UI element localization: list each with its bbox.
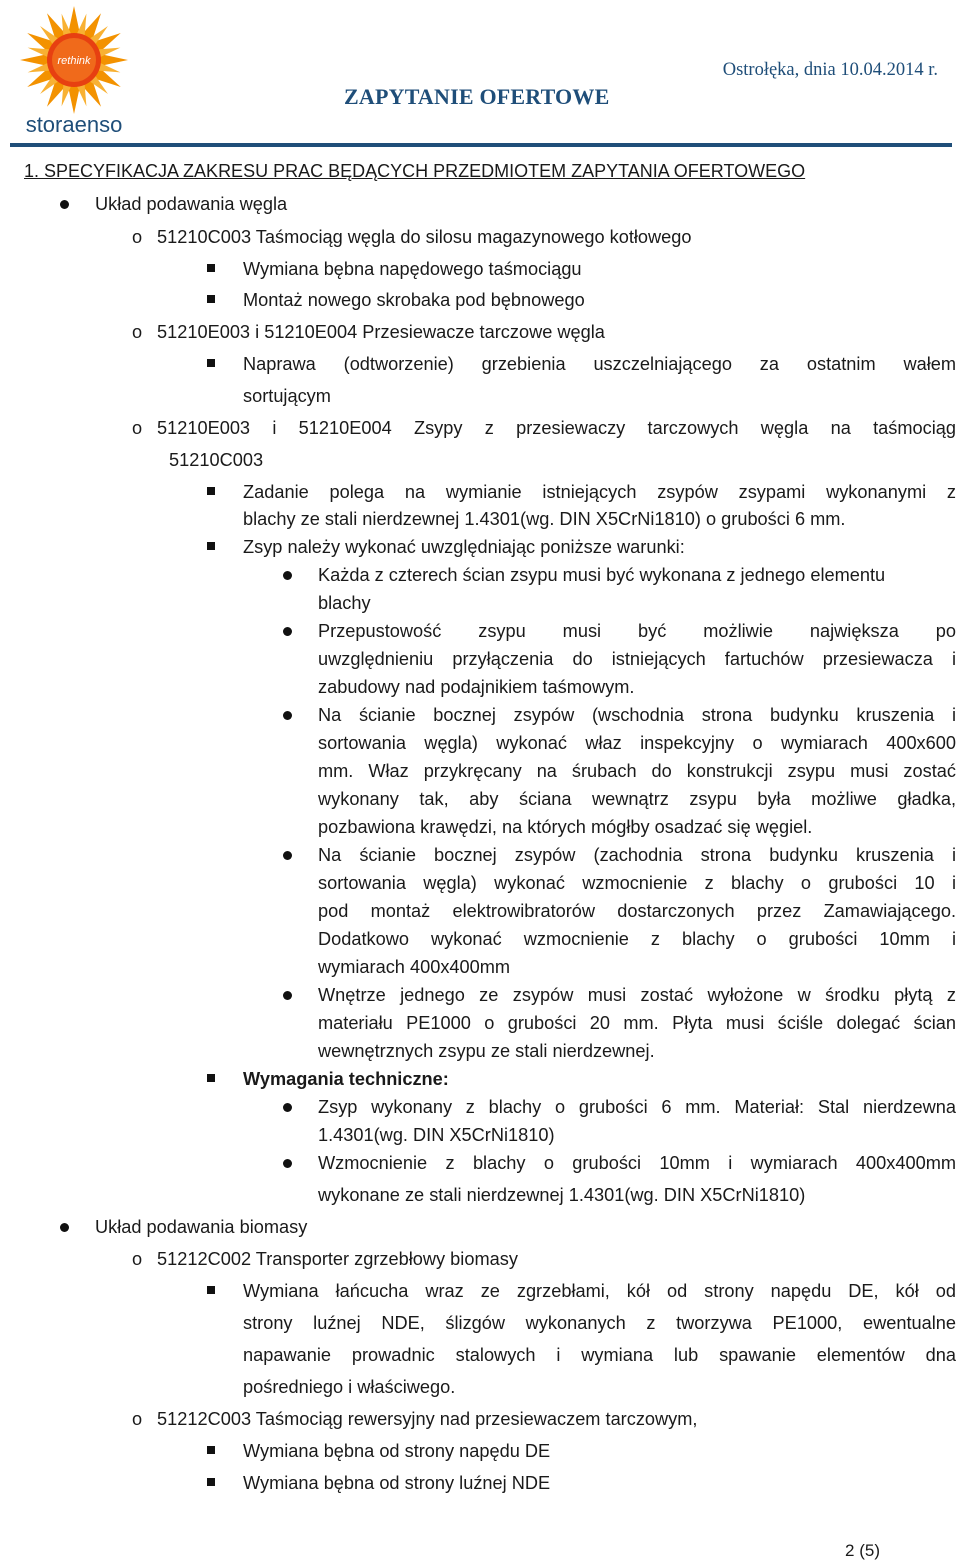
list-item — [0, 757, 960, 785]
bullet-square-icon — [207, 487, 215, 495]
list-item — [0, 589, 960, 617]
list-item — [0, 1093, 960, 1121]
list-item — [0, 1149, 960, 1181]
list-item-text: Wzmocnienie z blachy o grubości 10mm i wymiarach 400x400mm — [318, 1153, 956, 1173]
bullet-dot-icon — [283, 711, 292, 720]
list-item-text: Zsyp należy wykonać uwzględniając poniższe warunki: — [243, 537, 685, 557]
list-item-text: 1.4301(wg. DIN X5CrNi1810) — [318, 1125, 555, 1145]
list-item-text: Naprawa (odtworzenie) grzebienia uszczelniającego za ostatnim wałem — [243, 354, 956, 374]
list-item-text: Wymiana bębna napędowego taśmociągu — [243, 259, 582, 279]
bullet-circle-icon: o — [132, 227, 143, 247]
list-item-text: 51212C002 Transporter zgrzebłowy biomasy — [157, 1249, 518, 1269]
list-item — [0, 897, 960, 925]
list-item — [0, 813, 960, 841]
list-item-text: Na ścianie bocznej zsypów (zachodnia strona budynku kruszenia i — [318, 845, 956, 865]
list-item-text: Każda z czterech ścian zsypu musi być wykonana z jednego elementu — [318, 565, 886, 585]
list-item — [0, 645, 960, 673]
list-item-text: strony luźnej NDE, ślizgów wykonanych z tworzywa PE1000, ewentualne — [243, 1313, 956, 1333]
list-item-text: sortującym — [243, 386, 331, 406]
list-item — [0, 190, 960, 223]
bullet-square-icon — [207, 1446, 215, 1454]
list-item-text: mm. Właz przykręcany na śrubach do konstrukcji zsypu musi zostać — [318, 761, 956, 781]
document-date: Ostrołęka, dnia 10.04.2014 r. — [722, 60, 938, 80]
list-item — [0, 533, 960, 561]
list-item — [0, 1277, 960, 1309]
list-item — [0, 701, 960, 729]
list-item-text: 51210E003 i 51210E004 Przesiewacze tarczowe węgla — [157, 322, 605, 342]
bullet-dot-icon — [283, 851, 292, 860]
list-item-text: 51210E003 i 51210E004 Zsypy z przesiewaczy tarczowych węgla na taśmociąg — [157, 418, 956, 438]
list-item-text: wykonany tak, aby ściana wewnątrz zsypu była możliwe gładka, — [318, 789, 956, 809]
list-item-text: Układ podawania biomasy — [95, 1217, 308, 1237]
list-item — [0, 729, 960, 757]
document-body — [0, 190, 960, 1501]
bullet-dot-icon — [283, 1159, 292, 1168]
list-item — [0, 255, 960, 286]
list-item-text: pod montaż elektrowibratorów dostarczonych przez Zamawiającego. — [318, 901, 956, 921]
list-item-text: blachy ze stali nierdzewnej 1.4301(wg. DIN X5CrNi1810) o grubości 6 mm. — [243, 509, 846, 529]
list-item — [0, 1245, 960, 1277]
list-item-text: sortowania węgla) wykonać właz inspekcyjny o wymiarach 400x600 — [318, 733, 956, 753]
bullet-square-icon — [207, 1286, 215, 1294]
list-item — [0, 1341, 960, 1373]
list-item — [0, 925, 960, 953]
list-item — [0, 1437, 960, 1469]
document-title: ZAPYTANIE OFERTOWE — [344, 84, 610, 109]
header-divider — [10, 143, 952, 147]
list-item — [0, 673, 960, 701]
list-item — [0, 350, 960, 382]
list-item — [0, 1065, 960, 1093]
list-item-text: blachy — [318, 593, 371, 613]
list-item-text: pozbawiona krawędzi, na których mógłby osadzać się węgiel. — [318, 817, 813, 837]
list-item — [0, 785, 960, 813]
logo-tagline: rethink — [57, 55, 91, 67]
bullet-square-icon — [207, 1074, 215, 1082]
bullet-circle-icon: o — [132, 1409, 143, 1429]
list-item — [0, 617, 960, 645]
bullet-circle-icon: o — [132, 1249, 143, 1269]
bullet-dot-icon — [283, 627, 292, 636]
list-item — [0, 1009, 960, 1037]
list-item — [0, 446, 960, 478]
list-item-text: wykonane ze stali nierdzewnej 1.4301(wg. DIN X5CrNi1810) — [318, 1185, 806, 1205]
list-item-text: Układ podawania węgla — [95, 194, 288, 214]
list-item — [0, 1309, 960, 1341]
list-item — [0, 1213, 960, 1245]
list-item-text: Dodatkowo wykonać wzmocnienie z blachy o grubości 10mm i — [318, 929, 956, 949]
list-item — [0, 1181, 960, 1213]
bullet-square-icon — [207, 542, 215, 550]
bullet-dot-icon — [60, 1223, 69, 1232]
bullet-circle-icon: o — [132, 322, 143, 342]
list-item — [0, 869, 960, 897]
list-item — [0, 505, 960, 533]
bullet-square-icon — [207, 295, 215, 303]
bullet-square-icon — [207, 1478, 215, 1486]
list-item — [0, 1373, 960, 1405]
bullet-circle-icon: o — [132, 418, 143, 438]
list-item-text: Wymiana bębna od strony luźnej NDE — [243, 1473, 551, 1493]
list-item-text: wewnętrznych zsypu ze stali nierdzewnej. — [318, 1041, 655, 1061]
list-item — [0, 1121, 960, 1149]
bullet-square-icon — [207, 359, 215, 367]
list-item — [0, 414, 960, 446]
list-item-text: napawanie prowadnic stalowych i wymiana lub spawanie elementów dna — [243, 1345, 956, 1365]
list-item — [0, 1469, 960, 1501]
list-item-text: zabudowy nad podajnikiem taśmowym. — [318, 677, 635, 697]
list-item — [0, 1037, 960, 1065]
list-item-text: uwzględnieniu przyłączenia do istniejących fartuchów przesiewacza i — [318, 649, 956, 669]
list-item-text: Wymagania techniczne: — [243, 1069, 449, 1089]
list-item — [0, 981, 960, 1009]
list-item-text: sortowania węgla) wykonać wzmocnienie z blachy o grubości 10 i — [318, 873, 956, 893]
page-number: 2 (5) — [845, 1541, 880, 1560]
list-item-text: pośredniego i właściwego. — [243, 1377, 456, 1397]
bullet-dot-icon — [283, 991, 292, 1000]
list-item-text: wymiarach 400x400mm — [318, 957, 511, 977]
list-item-text: Wnętrze jednego ze zsypów musi zostać wyłożone w środku płytą z — [318, 985, 956, 1005]
bullet-square-icon — [207, 264, 215, 272]
bullet-dot-icon — [283, 1103, 292, 1112]
storaenso-logo — [16, 4, 134, 138]
list-item — [0, 1405, 960, 1437]
list-item — [0, 953, 960, 981]
list-item-text: Wymiana łańcucha wraz ze zgrzebłami, kół od strony napędu DE, kół od — [243, 1281, 956, 1301]
list-item — [0, 286, 960, 318]
list-item — [0, 382, 960, 414]
list-item-text: Wymiana bębna od strony napędu DE — [243, 1441, 551, 1461]
logo-brand: storaenso — [25, 112, 123, 137]
list-item-text: Przepustowość zsypu musi być możliwie największa po — [318, 621, 956, 641]
list-item — [0, 841, 960, 869]
list-item-text: Zadanie polega na wymianie istniejących zsypów zsypami wykonanymi z — [243, 482, 956, 502]
bullet-dot-icon — [283, 571, 292, 580]
list-item-text: 51210C003 Taśmociąg węgla do silosu magazynowego kotłowego — [157, 227, 692, 247]
list-item — [0, 223, 960, 255]
sun-logo-icon — [16, 4, 134, 138]
section-heading: 1. SPECYFIKACJA ZAKRESU PRAC BĘDĄCYCH PRZEDMIOTEM ZAPYTANIA OFERTOWEGO — [24, 161, 806, 181]
list-item-text: materiału PE1000 o grubości 20 mm. Płyta musi ściśle dolegać ścian — [318, 1013, 956, 1033]
list-item-text: Montaż nowego skrobaka pod bębnowego — [243, 290, 585, 310]
list-item-text: Zsyp wykonany z blachy o grubości 6 mm. Materiał: Stal nierdzewna — [318, 1097, 956, 1117]
list-item-text: 51210C003 — [169, 450, 264, 470]
list-item — [0, 478, 960, 505]
list-item-text: Na ścianie bocznej zsypów (wschodnia strona budynku kruszenia i — [318, 705, 956, 725]
list-item-text: 51212C003 Taśmociąg rewersyjny nad przesiewaczem tarczowym, — [157, 1409, 698, 1429]
list-item — [0, 561, 960, 589]
bullet-dot-icon — [60, 200, 69, 209]
list-item — [0, 318, 960, 350]
